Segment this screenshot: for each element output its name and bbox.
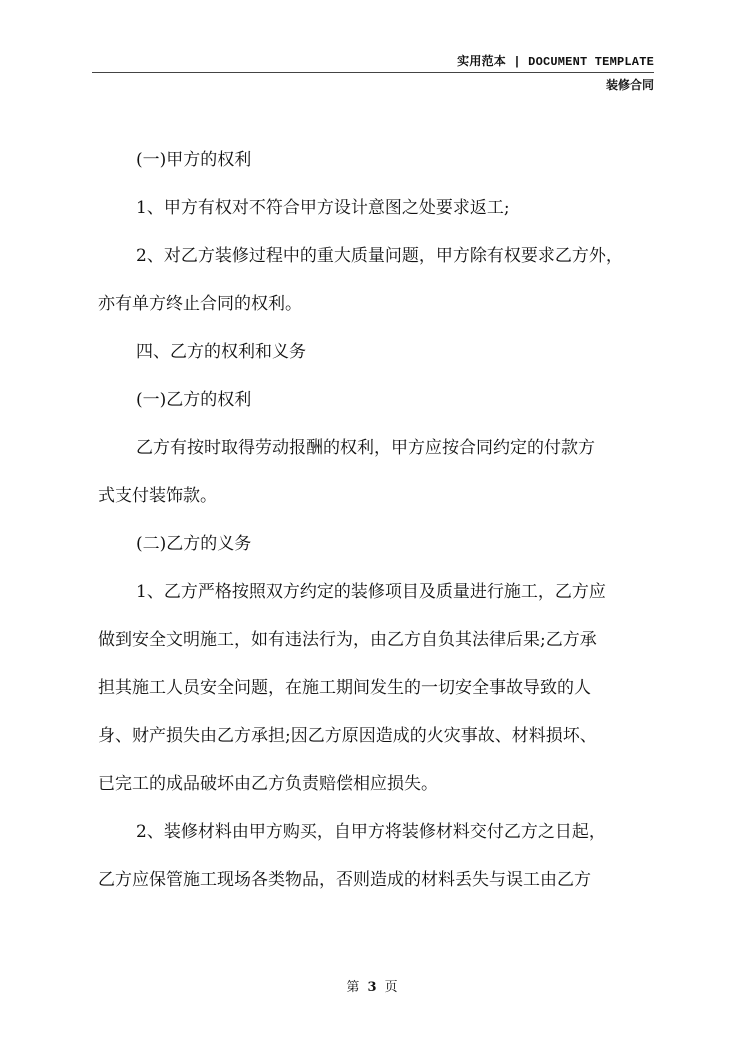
footer-prefix: 第: [346, 980, 360, 995]
paragraph-line: 已完工的成品破坏由乙方负责赔偿相应损失。: [98, 774, 438, 794]
paragraph-line: (一)甲方的权利: [136, 150, 252, 170]
header-title: 实用范本 | DOCUMENT TEMPLATE: [457, 55, 654, 69]
paragraph-line: 2、对乙方装修过程中的重大质量问题，甲方除有权要求乙方外，: [136, 246, 623, 266]
paragraph-line: 式支付装饰款。: [98, 486, 217, 506]
paragraph-line: 亦有单方终止合同的权利。: [98, 294, 302, 314]
footer-suffix: 页: [384, 980, 398, 995]
paragraph-line: 做到安全文明施工，如有违法行为，由乙方自负其法律后果;乙方承: [98, 630, 597, 650]
paragraph-line: 乙方应保管施工现场各类物品，否则造成的材料丢失与误工由乙方: [98, 870, 591, 890]
paragraph-line: (二)乙方的义务: [136, 534, 252, 554]
page-header: [457, 54, 654, 94]
page-number: 3: [367, 980, 377, 995]
paragraph-line: 1、甲方有权对不符合甲方设计意图之处要求返工;: [136, 198, 510, 218]
header-subtitle: 装修合同: [605, 79, 654, 93]
paragraph-line: 身、财产损失由乙方承担;因乙方原因造成的火灾事故、材料损坏、: [98, 726, 597, 746]
paragraph-line: 乙方有按时取得劳动报酬的权利，甲方应按合同约定的付款方: [136, 438, 595, 458]
paragraph-line: (一)乙方的权利: [136, 390, 252, 410]
paragraph-line: 2、装修材料由甲方购买，自甲方将装修材料交付乙方之日起，: [136, 822, 606, 842]
paragraph-line: 1、乙方严格按照双方约定的装修项目及质量进行施工，乙方应: [136, 582, 606, 602]
document-body: [98, 136, 656, 904]
page-footer: [0, 976, 744, 995]
paragraph-line: 四、乙方的权利和义务: [136, 342, 306, 362]
header-rule: [92, 72, 654, 73]
paragraph-line: 担其施工人员安全问题，在施工期间发生的一切安全事故导致的人: [98, 678, 591, 698]
